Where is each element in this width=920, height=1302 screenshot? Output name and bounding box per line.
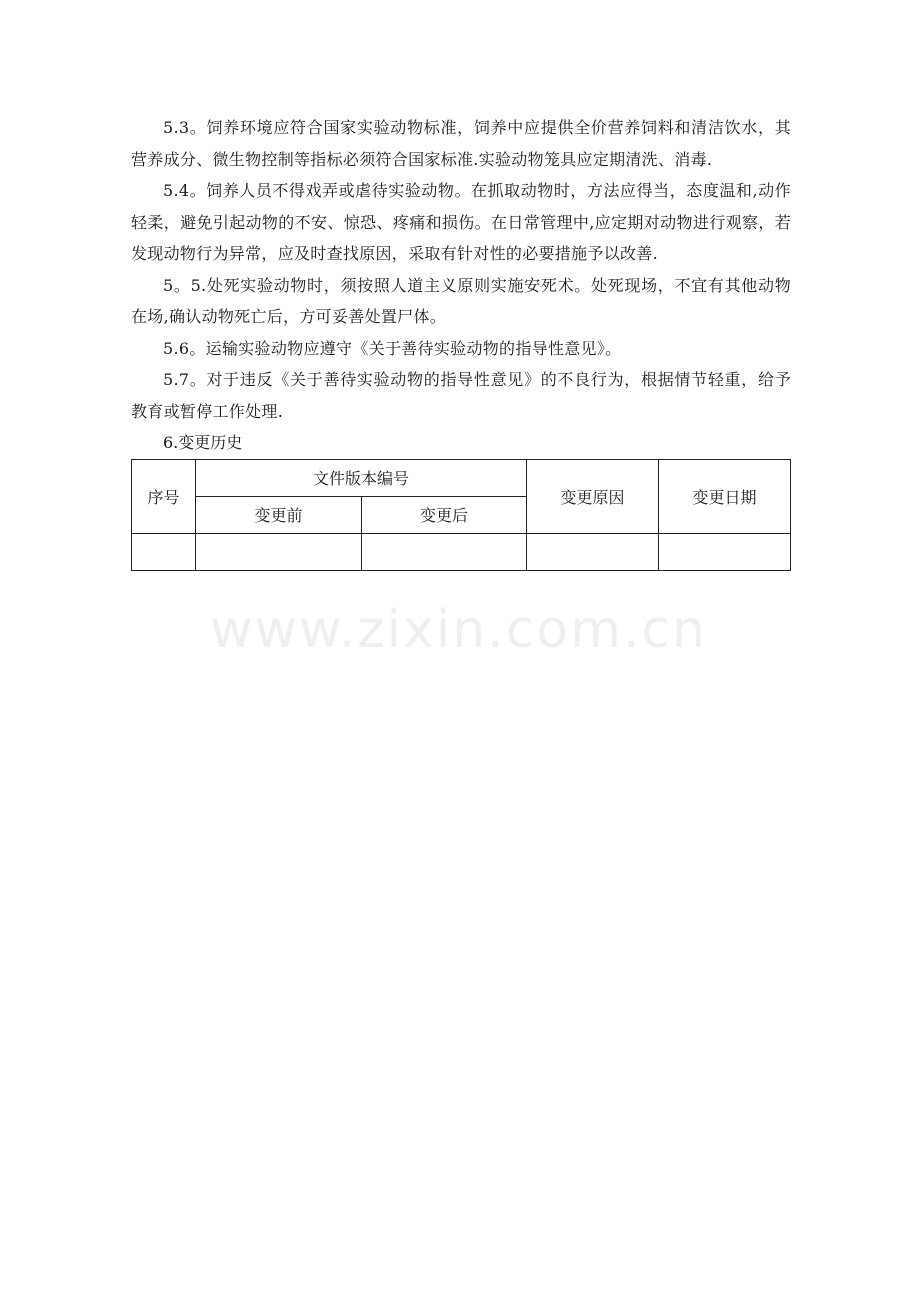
- document-page: [131, 112, 791, 571]
- paragraph-5-7: 5.7。对于违反《关于善待实验动物的指导性意见》的不良行为，根据情节轻重，给予教育或暂停工作处理.: [131, 370, 791, 421]
- table-cell: [362, 533, 527, 570]
- watermark: www.zixin.com.cn: [210, 600, 707, 660]
- table-header-row-1: [132, 459, 791, 496]
- table-cell: [659, 533, 791, 570]
- header-before: 变更前: [196, 496, 362, 533]
- table-cell: [196, 533, 362, 570]
- table-cell: [132, 533, 196, 570]
- header-seq: 序号: [132, 459, 196, 533]
- header-date: 变更日期: [659, 459, 791, 533]
- paragraph-5-3: 5.3。饲养环境应符合国家实验动物标准，饲养中应提供全价营养饲料和清洁饮水，其营养成分、微生物控制等指标必须符合国家标准.实验动物笼具应定期清洗、消毒.: [131, 118, 791, 169]
- table-cell: [527, 533, 659, 570]
- paragraph-5-6: 5.6。运输实验动物应遵守《关于善待实验动物的指导性意见》。: [163, 338, 622, 358]
- paragraph-5-4: 5.4。饲养人员不得戏弄或虐待实验动物。在抓取动物时，方法应得当，态度温和,动作轻柔，避免引起动物的不安、惊恐、疼痛和损伤。在日常管理中,应定期对动物进行观察，若发现动物行为异常，应及时查找原因，采取有针对性的必要措施予以改善.: [131, 181, 791, 263]
- change-history-table: [131, 459, 791, 571]
- section-title-change-history: 6.变更历史: [163, 433, 243, 452]
- header-after: 变更后: [362, 496, 527, 533]
- header-version: 文件版本编号: [196, 459, 527, 496]
- table-row: [132, 533, 791, 570]
- paragraph-5-5: 5。5.处死实验动物时，须按照人道主义原则实施安死术。处死现场，不宜有其他动物在场,确认动物死亡后，方可妥善处置尸体。: [131, 275, 791, 326]
- header-reason: 变更原因: [527, 459, 659, 533]
